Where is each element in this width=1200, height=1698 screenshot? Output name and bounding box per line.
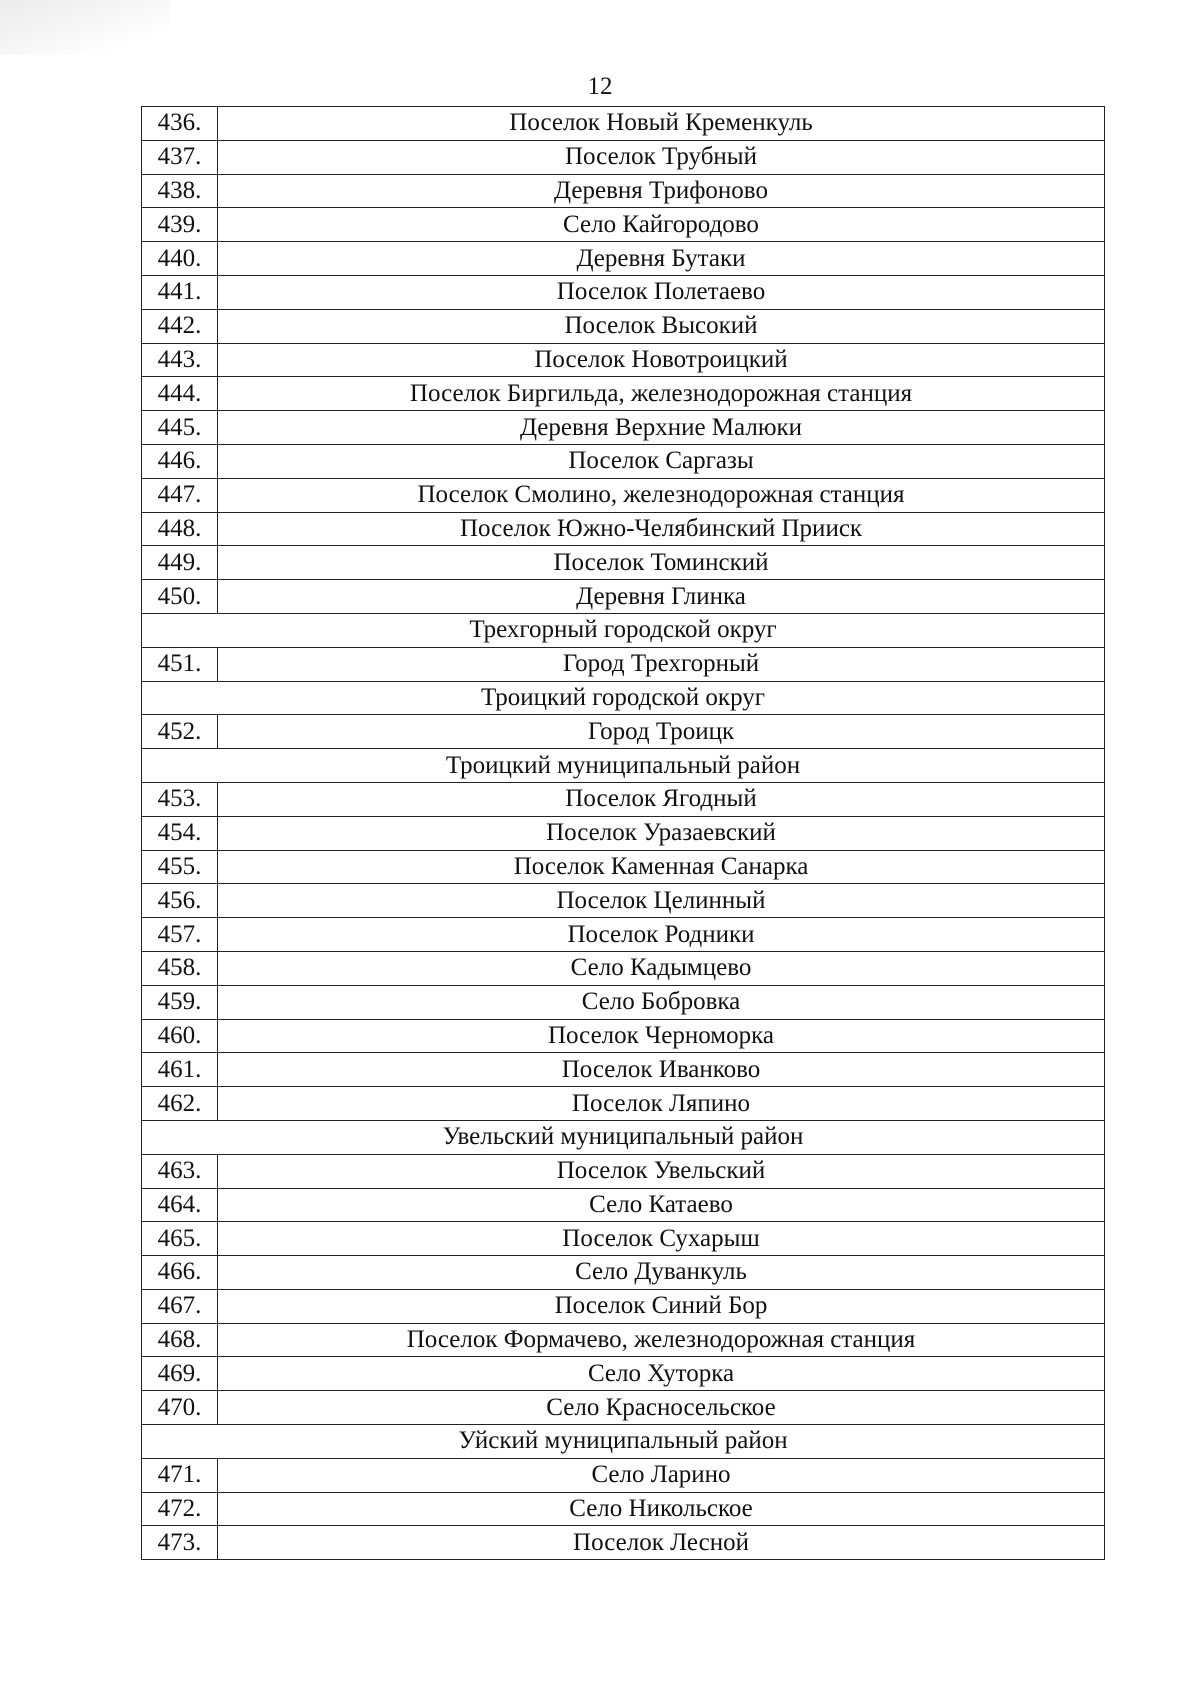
section-title: Трехгорный городской округ bbox=[142, 613, 1105, 647]
row-number: 462. bbox=[142, 1087, 218, 1121]
scan-artifact bbox=[0, 0, 170, 55]
row-number: 464. bbox=[142, 1188, 218, 1222]
row-number: 468. bbox=[142, 1323, 218, 1357]
settlement-name: Деревня Верхние Малюки bbox=[218, 411, 1105, 445]
table-row bbox=[142, 478, 1105, 512]
row-number: 469. bbox=[142, 1357, 218, 1391]
table-row bbox=[142, 1391, 1105, 1425]
settlement-name: Поселок Ляпино bbox=[218, 1087, 1105, 1121]
section-title: Троицкий городской округ bbox=[142, 681, 1105, 715]
row-number: 455. bbox=[142, 850, 218, 884]
table-row bbox=[142, 107, 1105, 141]
settlement-name: Поселок Черноморка bbox=[218, 1019, 1105, 1053]
settlement-name: Село Хуторка bbox=[218, 1357, 1105, 1391]
settlement-name: Поселок Каменная Санарка bbox=[218, 850, 1105, 884]
settlement-name: Поселок Полетаево bbox=[218, 275, 1105, 309]
row-number: 461. bbox=[142, 1053, 218, 1087]
row-number: 438. bbox=[142, 174, 218, 208]
settlement-name: Поселок Уразаевский bbox=[218, 816, 1105, 850]
table-row bbox=[142, 1087, 1105, 1121]
table-row bbox=[142, 816, 1105, 850]
row-number: 447. bbox=[142, 478, 218, 512]
settlement-name: Поселок Сухарыш bbox=[218, 1222, 1105, 1256]
table-row bbox=[142, 1053, 1105, 1087]
row-number: 454. bbox=[142, 816, 218, 850]
settlement-name: Деревня Глинка bbox=[218, 580, 1105, 614]
table-row bbox=[142, 850, 1105, 884]
row-number: 465. bbox=[142, 1222, 218, 1256]
settlement-name: Село Ларино bbox=[218, 1458, 1105, 1492]
table-row bbox=[142, 918, 1105, 952]
settlement-name: Поселок Южно-Челябинский Прииск bbox=[218, 512, 1105, 546]
row-number: 453. bbox=[142, 782, 218, 816]
row-number: 436. bbox=[142, 107, 218, 141]
row-number: 449. bbox=[142, 546, 218, 580]
settlement-name: Поселок Целинный bbox=[218, 884, 1105, 918]
row-number: 451. bbox=[142, 647, 218, 681]
table-row bbox=[142, 444, 1105, 478]
settlement-name: Деревня Трифоново bbox=[218, 174, 1105, 208]
row-number: 448. bbox=[142, 512, 218, 546]
settlement-name: Город Трехгорный bbox=[218, 647, 1105, 681]
table-row bbox=[142, 275, 1105, 309]
settlement-name: Деревня Бутаки bbox=[218, 242, 1105, 276]
row-number: 443. bbox=[142, 343, 218, 377]
table-row bbox=[142, 951, 1105, 985]
table-row bbox=[142, 343, 1105, 377]
section-header-row bbox=[142, 1120, 1105, 1154]
settlement-name: Поселок Трубный bbox=[218, 140, 1105, 174]
table-row bbox=[142, 411, 1105, 445]
row-number: 463. bbox=[142, 1154, 218, 1188]
row-number: 472. bbox=[142, 1492, 218, 1526]
table-row bbox=[142, 512, 1105, 546]
settlement-name: Поселок Биргильда, железнодорожная станция bbox=[218, 377, 1105, 411]
row-number: 467. bbox=[142, 1289, 218, 1323]
settlement-name: Поселок Иванково bbox=[218, 1053, 1105, 1087]
table-row bbox=[142, 1526, 1105, 1560]
settlement-name: Село Кадымцево bbox=[218, 951, 1105, 985]
table-row bbox=[142, 580, 1105, 614]
table-row bbox=[142, 242, 1105, 276]
table-row bbox=[142, 1492, 1105, 1526]
section-header-row bbox=[142, 681, 1105, 715]
row-number: 446. bbox=[142, 444, 218, 478]
table-row bbox=[142, 174, 1105, 208]
table-row bbox=[142, 140, 1105, 174]
settlement-name: Село Никольское bbox=[218, 1492, 1105, 1526]
table-row bbox=[142, 309, 1105, 343]
section-header-row bbox=[142, 749, 1105, 783]
settlement-name: Поселок Увельский bbox=[218, 1154, 1105, 1188]
row-number: 470. bbox=[142, 1391, 218, 1425]
row-number: 473. bbox=[142, 1526, 218, 1560]
settlement-name: Село Красносельское bbox=[218, 1391, 1105, 1425]
settlement-name: Поселок Ягодный bbox=[218, 782, 1105, 816]
settlement-name: Поселок Синий Бор bbox=[218, 1289, 1105, 1323]
table-row bbox=[142, 715, 1105, 749]
section-header-row bbox=[142, 613, 1105, 647]
row-number: 452. bbox=[142, 715, 218, 749]
table-row bbox=[142, 1289, 1105, 1323]
row-number: 458. bbox=[142, 951, 218, 985]
table-row bbox=[142, 1222, 1105, 1256]
settlement-name: Поселок Формачево, железнодорожная станция bbox=[218, 1323, 1105, 1357]
table-row bbox=[142, 1154, 1105, 1188]
settlement-name: Поселок Лесной bbox=[218, 1526, 1105, 1560]
table-row bbox=[142, 1256, 1105, 1290]
row-number: 444. bbox=[142, 377, 218, 411]
row-number: 437. bbox=[142, 140, 218, 174]
table-row bbox=[142, 377, 1105, 411]
settlement-name: Село Катаево bbox=[218, 1188, 1105, 1222]
row-number: 460. bbox=[142, 1019, 218, 1053]
settlement-name: Поселок Родники bbox=[218, 918, 1105, 952]
row-number: 439. bbox=[142, 208, 218, 242]
row-number: 456. bbox=[142, 884, 218, 918]
section-title: Увельский муниципальный район bbox=[142, 1120, 1105, 1154]
settlements-table-body bbox=[142, 107, 1105, 1560]
row-number: 445. bbox=[142, 411, 218, 445]
table-row bbox=[142, 985, 1105, 1019]
page-number: 12 bbox=[587, 73, 613, 100]
table-row bbox=[142, 1357, 1105, 1391]
row-number: 459. bbox=[142, 985, 218, 1019]
row-number: 442. bbox=[142, 309, 218, 343]
settlement-name: Село Бобровка bbox=[218, 985, 1105, 1019]
section-title: Троицкий муниципальный район bbox=[142, 749, 1105, 783]
settlement-name: Поселок Смолино, железнодорожная станция bbox=[218, 478, 1105, 512]
section-title: Уйский муниципальный район bbox=[142, 1425, 1105, 1459]
table-row bbox=[142, 1323, 1105, 1357]
settlement-name: Поселок Новотроицкий bbox=[218, 343, 1105, 377]
table-row bbox=[142, 1188, 1105, 1222]
table-row bbox=[142, 546, 1105, 580]
table-row bbox=[142, 647, 1105, 681]
table-row bbox=[142, 884, 1105, 918]
settlement-name: Город Троицк bbox=[218, 715, 1105, 749]
row-number: 457. bbox=[142, 918, 218, 952]
table-row bbox=[142, 782, 1105, 816]
settlement-name: Село Дуванкуль bbox=[218, 1256, 1105, 1290]
table-row bbox=[142, 208, 1105, 242]
settlements-table bbox=[141, 106, 1105, 1560]
row-number: 450. bbox=[142, 580, 218, 614]
settlement-name: Село Кайгородово bbox=[218, 208, 1105, 242]
table-row bbox=[142, 1019, 1105, 1053]
row-number: 441. bbox=[142, 275, 218, 309]
settlement-name: Поселок Томинский bbox=[218, 546, 1105, 580]
settlement-name: Поселок Высокий bbox=[218, 309, 1105, 343]
row-number: 440. bbox=[142, 242, 218, 276]
section-header-row bbox=[142, 1425, 1105, 1459]
row-number: 466. bbox=[142, 1256, 218, 1290]
settlement-name: Поселок Саргазы bbox=[218, 444, 1105, 478]
table-row bbox=[142, 1458, 1105, 1492]
row-number: 471. bbox=[142, 1458, 218, 1492]
settlement-name: Поселок Новый Кременкуль bbox=[218, 107, 1105, 141]
